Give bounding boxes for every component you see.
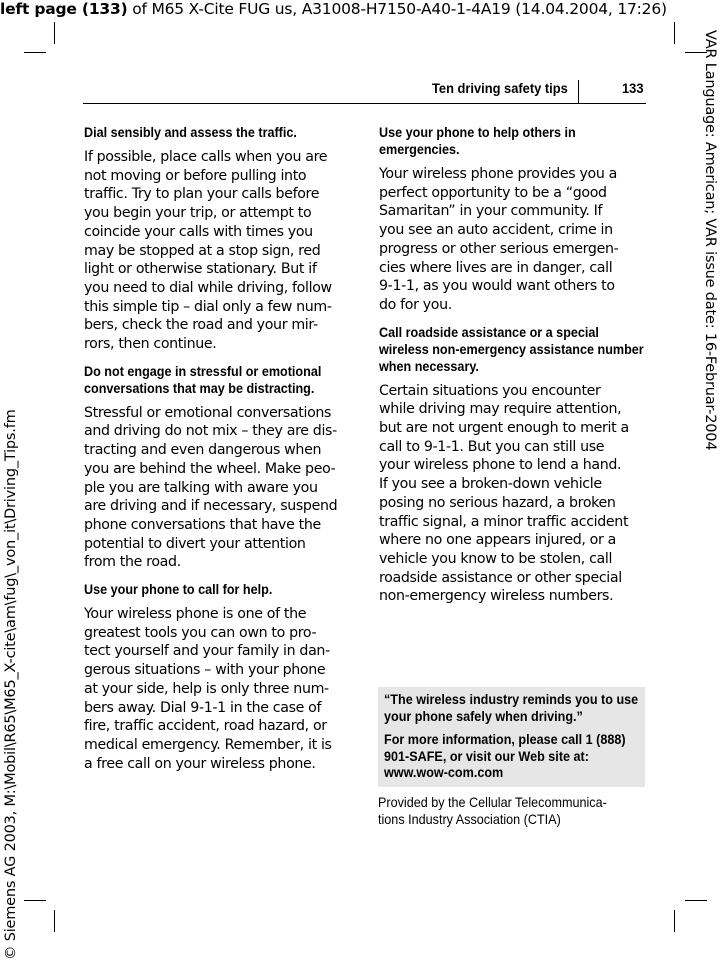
text-line: you see an auto accident, crime in — [379, 222, 613, 239]
section-heading: Use your phone to help others in emergencies. — [379, 124, 576, 157]
section-paragraph — [379, 382, 647, 606]
text-line: traffic. Try to plan your calls before — [84, 186, 320, 203]
crop-mark — [54, 22, 55, 44]
text-line: perfect opportunity to be a “good — [379, 184, 607, 201]
section-heading: Use your phone to call for help. — [84, 581, 273, 598]
text-line: not moving or before pulling into — [84, 167, 307, 184]
left-column — [84, 124, 352, 782]
text-line: and driving do not mix – they are dis- — [84, 423, 337, 440]
copyright-path: © Siemens AG 2003, M:\Mobil\R65\M65_X-cite\am\fug\_von_it\Driving_Tips.fm — [3, 409, 19, 960]
text-line: medical emergency. Remember, it is — [84, 736, 332, 753]
text-line: progress or other serious emergen- — [379, 240, 619, 257]
text-line: posing no serious hazard, a broken — [379, 494, 616, 511]
section-heading: Call roadside assistance or a special wireless non-emergency assistance number when necessary. — [379, 323, 644, 374]
text-line: where no one appears injured, or a — [379, 532, 616, 549]
notice-contact-info: For more information, please call 1 (888) 901-SAFE, or visit our Web site at: www.wow-com.com — [384, 731, 626, 780]
text-line: greatest tools you can own to pro- — [84, 624, 317, 641]
text-line: may be stopped at a stop sign, red — [84, 242, 321, 259]
header-rule — [83, 103, 646, 104]
section-heading: Dial sensibly and assess the traffic. — [84, 124, 297, 140]
text-line: potential to divert your attention — [84, 535, 306, 552]
document-info-line — [0, 0, 667, 18]
text-line: you are behind the wheel. Make peo- — [84, 460, 336, 477]
text-line: you need to dial while driving, follow — [84, 279, 332, 296]
section-paragraph — [379, 165, 647, 315]
text-line: while driving may require attention, — [379, 401, 622, 418]
text-line: Your wireless phone is one of the — [84, 606, 307, 623]
crop-mark — [674, 910, 675, 932]
text-line: Your wireless phone provides you a — [379, 166, 618, 182]
text-line: call to 9-1-1. But you can still use — [379, 438, 605, 455]
text-line: non-emergency wireless numbers. — [379, 588, 614, 605]
text-line: gerous situations – with your phone — [84, 662, 326, 679]
text-line: but are not urgent enough to merit a — [379, 420, 629, 437]
section-heading: Do not engage in stressful or emotional conversations that may be distracting. — [84, 362, 322, 396]
section-paragraph — [84, 605, 352, 773]
text-line: If you see a broken-down vehicle — [379, 476, 602, 493]
section-paragraph — [84, 404, 352, 572]
page-label: left page (133) — [0, 0, 128, 18]
text-line: ple you are talking with aware you — [84, 479, 318, 496]
right-column — [379, 124, 647, 615]
text-line: this simple tip – dial only a few num- — [84, 298, 332, 315]
text-line: 9-1-1, as you would want others to — [379, 278, 615, 295]
ctia-credit: Provided by the Cellular Telecommunica-tions Industry Association (CTIA) — [378, 794, 607, 827]
text-line: from the road. — [84, 554, 181, 571]
text-line: are driving and if necessary, suspend — [84, 498, 338, 515]
safety-notice-box — [378, 687, 645, 787]
text-line: tracting and even dangerous when — [84, 442, 322, 459]
text-line: If possible, place calls when you are — [84, 149, 328, 165]
page-number: 133 — [622, 80, 644, 96]
text-line: do for you. — [379, 296, 452, 313]
text-line: you begin your trip, or attempt to — [84, 205, 312, 222]
text-line: Samaritan” in your community. If — [379, 203, 603, 220]
crop-mark — [674, 22, 675, 44]
text-line: at your side, help is only three num- — [84, 680, 329, 697]
document-info: of M65 X-Cite FUG us, A31008-H7150-A40-1-4A19 (14.04.2004, 17:26) — [127, 0, 667, 18]
text-line: tect yourself and your family in dan- — [84, 643, 330, 660]
text-line: vehicle you know to be stolen, call — [379, 550, 613, 567]
text-line: light or otherwise stationary. But if — [84, 261, 317, 278]
text-line: coincide your calls with times you — [84, 223, 313, 240]
crop-mark — [24, 52, 46, 53]
section-paragraph — [84, 148, 352, 354]
crop-mark — [54, 910, 55, 932]
text-line: Certain situations you encounter — [379, 382, 601, 399]
var-language-info: VAR Language: American; VAR issue date: 16-Februar-2004 — [702, 30, 718, 451]
text-line: cies where lives are in danger, call — [379, 259, 613, 276]
text-line: bers away. Dial 9-1-1 in the case of — [84, 699, 322, 716]
text-line: traffic signal, a minor traffic accident — [379, 513, 629, 530]
text-line: Stressful or emotional conversations — [84, 404, 332, 421]
text-line: phone conversations that have the — [84, 516, 321, 533]
text-line: fire, traffic accident, road hazard, or — [84, 718, 327, 735]
text-line: a free call on your wireless phone. — [84, 755, 316, 772]
text-line: roadside assistance or other special — [379, 569, 622, 586]
notice-reminder: “The wireless industry reminds you to use your phone safely when driving.” — [384, 691, 639, 724]
text-line: bers, check the road and your mir- — [84, 317, 318, 334]
page-title: Ten driving safety tips — [432, 80, 568, 96]
header-divider — [578, 80, 579, 104]
text-line: rors, then continue. — [84, 336, 217, 353]
crop-mark — [24, 900, 46, 901]
crop-mark — [685, 900, 707, 901]
text-line: your wireless phone to lend a hand. — [379, 457, 622, 474]
